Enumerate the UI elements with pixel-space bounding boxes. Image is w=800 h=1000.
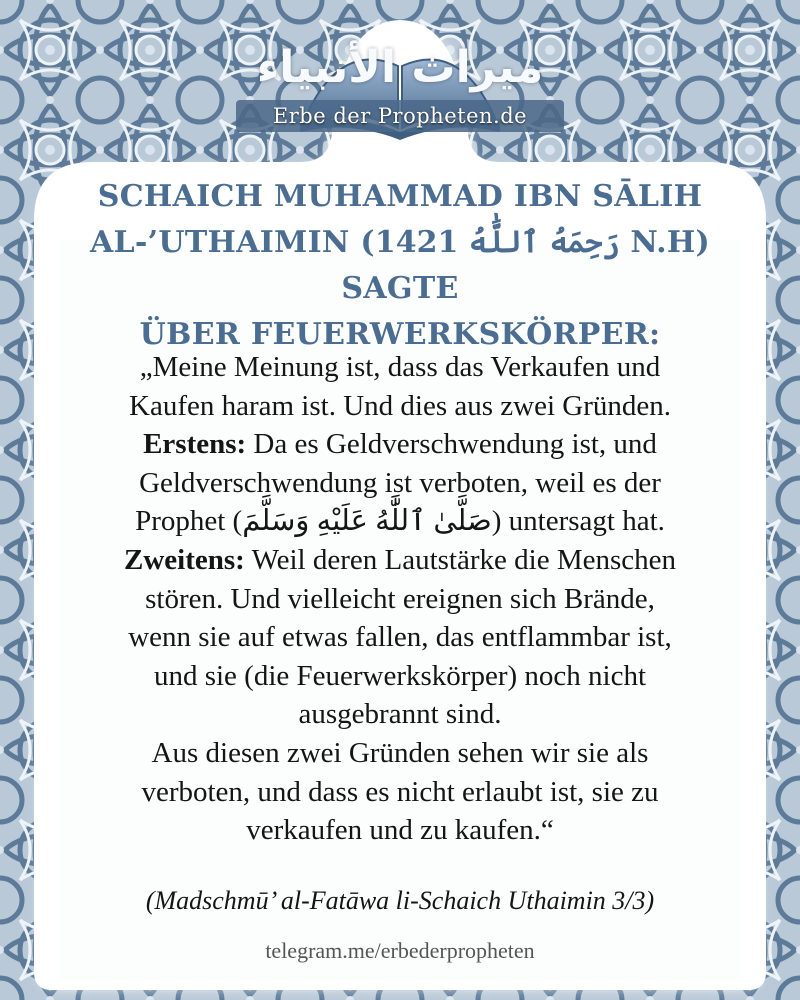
quote-line: Prophet (صَلَّىٰ ٱللَّٰهُ عَلَيْهِ وَسَلَّمَ) untersagt hat.	[135, 505, 665, 538]
quote-line: „Meine Meinung ist, dass das Verkaufen und	[139, 351, 661, 383]
logo-arabic-text: ميراث الأنبياء	[256, 42, 544, 93]
quote-line: und sie (die Feuerwerkskörper) noch nicht	[153, 659, 647, 692]
title-line-2: AL-’UTHAIMIN (رَحِمَهُ ٱللَّٰهُ 1421 N.H) SAGTE	[89, 225, 711, 306]
logo-latin-text: Erbe der Propheten.de	[272, 104, 528, 128]
quote-line-text: Da es Geldverschwendung ist, und	[253, 428, 657, 461]
quote-text	[60, 348, 740, 850]
quote-line: stören. Und vielleicht ereignen sich Brände,	[145, 582, 655, 615]
quote-line: verkaufen und zu kaufen.“	[246, 814, 554, 847]
quote-line	[60, 425, 740, 464]
quote-line: verboten, und dass es nicht erlaubt ist, sie zu	[141, 775, 659, 808]
site-logo	[0, 0, 800, 160]
quote-line: Aus diesen zwei Gründen sehen wir sie als	[151, 736, 649, 769]
first-reason-label: Erstens:	[143, 428, 247, 461]
source-citation: (Madschmū’ al-Fatāwa li-Schaich Uthaimin 3/3)	[145, 886, 655, 915]
telegram-link[interactable]: telegram.me/erbederpropheten	[265, 938, 535, 963]
quote-line: ausgebrannt sind.	[298, 698, 502, 731]
quote-line: Kaufen haram ist. Und dies aus zwei Gründen.	[129, 389, 671, 422]
title-line-3: ÜBER FEUERWERKSKÖRPER:	[139, 317, 661, 352]
page-title	[60, 174, 740, 358]
title-line-1: SCHAICH MUHAMMAD IBN SĀLIH	[97, 179, 703, 214]
quote-line-text: Weil deren Lautstärke die Menschen	[251, 543, 676, 576]
second-reason-label: Zweitens:	[124, 543, 245, 576]
quote-line	[60, 541, 740, 580]
quote-line: wenn sie auf etwas fallen, das entflammbar ist,	[128, 621, 672, 654]
quote-line: Geldverschwendung ist verboten, weil es der	[139, 466, 661, 499]
